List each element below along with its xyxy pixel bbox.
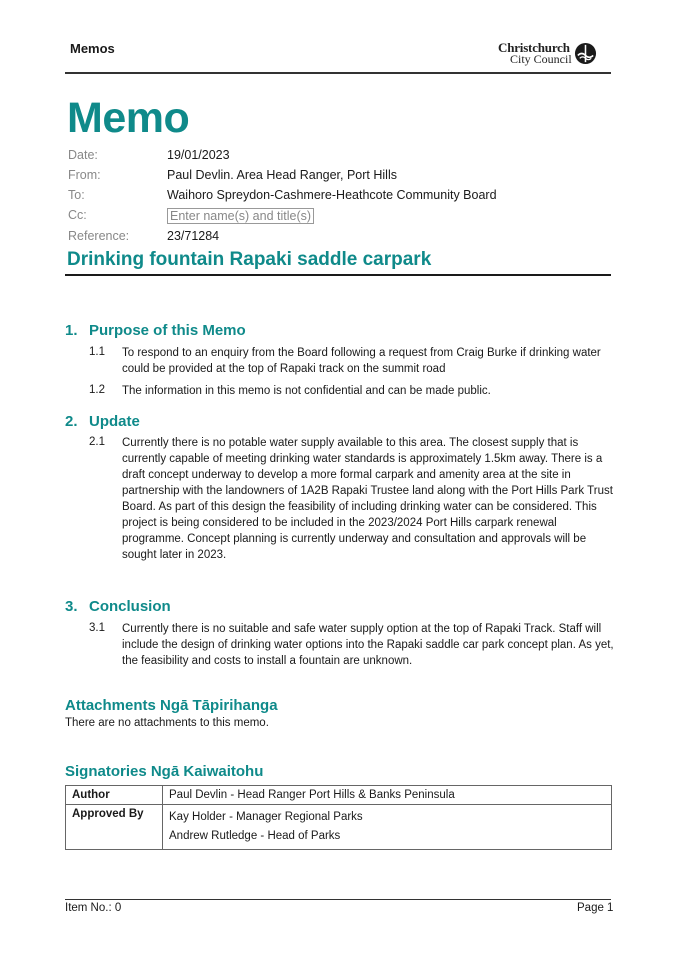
cc-field[interactable]: Enter name(s) and title(s) <box>167 208 314 224</box>
section-heading-update <box>65 413 140 430</box>
memo-title: Memo <box>67 94 190 142</box>
attachments-text: There are no attachments to this memo. <box>65 717 269 729</box>
item-number: Item No.: 0 <box>65 902 122 914</box>
memo-subject: Drinking fountain Rapaki saddle carpark <box>67 249 432 270</box>
signatories-heading: Signatories Ngā Kaiwaitohu <box>65 763 264 780</box>
to-label: To: <box>68 188 85 202</box>
paragraph-number: 1.1 <box>89 346 105 358</box>
section-number: 2. <box>65 413 78 430</box>
section-title: Conclusion <box>89 598 171 615</box>
paragraph-text: To respond to an enquiry from the Board following a request from Craig Burke if drinking water could be provided at the top of Rapaki track on the summit road <box>122 347 601 375</box>
reference-label: Reference: <box>68 229 130 243</box>
table-row <box>66 786 612 805</box>
to-value: Waihoro Spreydon-Cashmere-Heathcote Community Board <box>167 188 497 202</box>
logo-line-1: Christchurch <box>498 40 570 55</box>
page-number: Page 1 <box>577 902 614 914</box>
paragraph-number: 3.1 <box>89 622 105 634</box>
date-label: Date: <box>68 148 98 162</box>
approved-by-label: Approved By <box>66 805 163 850</box>
author-value: Paul Devlin - Head Ranger Port Hills & Banks Peninsula <box>163 786 612 805</box>
council-logo <box>498 40 602 68</box>
author-label: Author <box>66 786 163 805</box>
signatories-table <box>65 785 612 850</box>
section-number: 3. <box>65 598 78 615</box>
council-emblem-icon <box>574 42 597 65</box>
section-heading-purpose <box>65 322 246 339</box>
section-title: Purpose of this Memo <box>89 322 246 339</box>
approver-2: Andrew Rutledge - Head of Parks <box>169 830 341 842</box>
paragraph-number: 1.2 <box>89 384 105 396</box>
from-value: Paul Devlin. Area Head Ranger, Port Hills <box>167 168 397 182</box>
section-title: Update <box>89 413 140 430</box>
approver-1: Kay Holder - Manager Regional Parks <box>169 811 363 823</box>
logo-line-2: City Council <box>510 52 572 66</box>
subject-divider <box>65 274 611 276</box>
header-divider <box>65 72 611 74</box>
section-heading-conclusion <box>65 598 171 615</box>
attachments-heading: Attachments Ngā Tāpirihanga <box>65 697 278 714</box>
approved-by-values <box>163 805 612 850</box>
from-label: From: <box>68 168 101 182</box>
cc-label: Cc: <box>68 208 87 222</box>
reference-value: 23/71284 <box>167 229 220 243</box>
footer-divider <box>65 899 611 900</box>
section-number: 1. <box>65 322 78 339</box>
paragraph-text: Currently there is no potable water supply available to this area. The closest supply that is currently capable of meeting drinking water standards is approximately 1.5km away. There is a draft concept underway to develop a more formal carpark and amenity area at the site in partnership with the landowners of 1A2B Rapaki Trustee land along with the Port Hills Park Trust Board. As part of this design the feasibility of including drinking water can be considered. This project is being considered to be included in the 2023/2024 Port Hills carpark renewal programme. Concept planning is currently underway and consultation and approvals will be sought later in 2023. <box>122 437 613 561</box>
table-row <box>66 805 612 850</box>
paragraph-text: The information in this memo is not confidential and can be made public. <box>122 385 491 397</box>
paragraph-number: 2.1 <box>89 436 105 448</box>
date-value: 19/01/2023 <box>167 148 230 162</box>
paragraph-text: Currently there is no suitable and safe water supply option at the top of Rapaki Track. Staff will include the design of drinking water options into the Rapaki saddle car park concept plan. As yet, the feasibility and costs to install a fountain are unknown. <box>122 623 614 667</box>
header-label: Memos <box>70 41 115 56</box>
